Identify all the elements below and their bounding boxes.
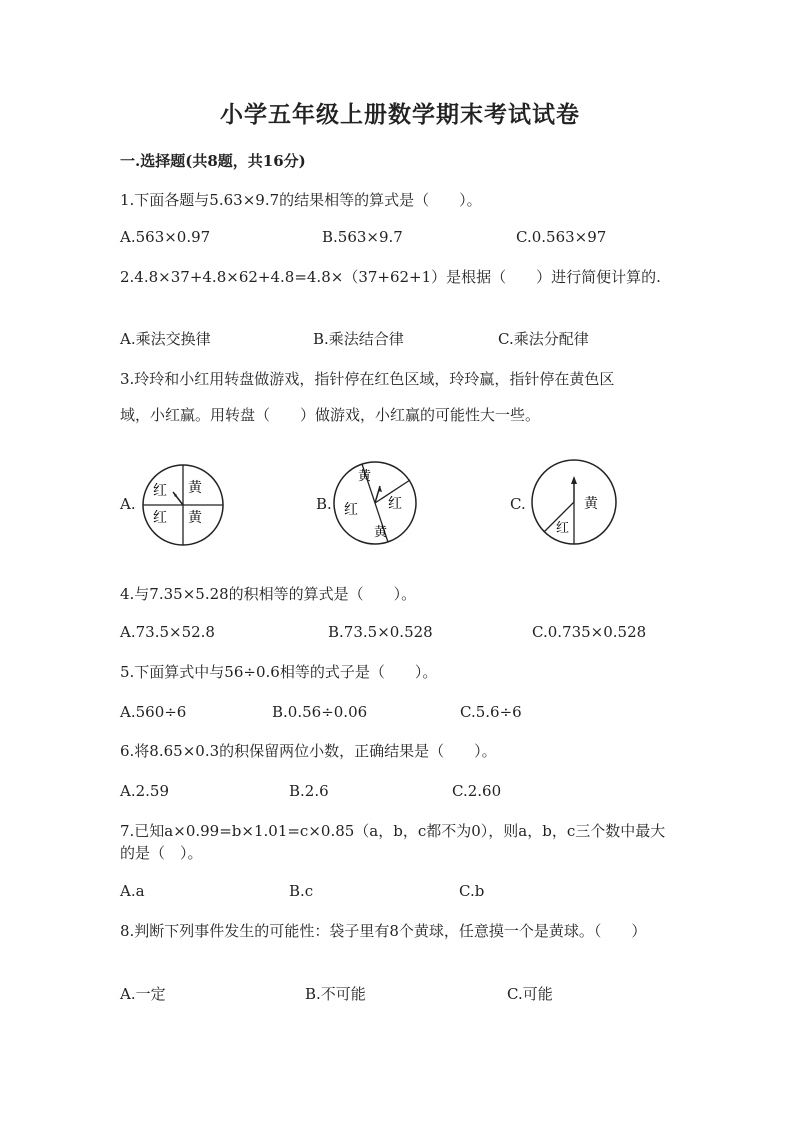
question-7-option-a[interactable]: A.a	[120, 882, 145, 900]
question-4-option-b[interactable]: B.73.5×0.528	[328, 623, 433, 641]
question-7-option-c[interactable]: C.b	[459, 882, 485, 900]
question-7-stem: 7.已知a×0.99=b×1.01=c×0.85（a，b，c都不为0），则a，b，c三个数中最大的是（ ）。	[120, 822, 666, 862]
spinner-b-yellow-label-1: 黄	[358, 469, 372, 484]
question-3-option-c[interactable]: C.	[510, 495, 526, 513]
spinner-c-diagram	[528, 456, 620, 548]
spinner-a-red-label-2: 红	[153, 510, 167, 526]
question-5-stem: 5.下面算式中与56÷0.6相等的式子是（ ）。	[120, 663, 438, 681]
question-7-option-b[interactable]: B.c	[289, 882, 314, 900]
question-3-option-a[interactable]: A.	[120, 495, 136, 513]
question-6-option-a[interactable]: A.2.59	[120, 782, 169, 800]
question-6-option-b[interactable]: B.2.6	[289, 782, 329, 800]
question-2-stem: 2.4.8×37+4.8×62+4.8=4.8×（37+62+1）是根据（ ）进行简便计算的.	[120, 268, 661, 286]
question-5-option-b[interactable]: B.0.56÷0.06	[272, 703, 368, 721]
question-3-option-b[interactable]: B.	[316, 495, 332, 513]
section-heading: 一.选择题(共8题，共16分)	[120, 152, 306, 170]
question-3-stem-line-1: 3.玲玲和小红用转盘做游戏，指针停在红色区域，玲玲赢，指针停在黄色区	[120, 370, 615, 388]
question-1-stem: 1.下面各题与5.63×9.7的结果相等的算式是（ ）。	[120, 191, 482, 209]
question-4-option-a[interactable]: A.73.5×52.8	[120, 623, 215, 641]
question-1-option-a[interactable]: A.563×0.97	[120, 228, 211, 246]
question-3-stem-line-2: 域，小红赢。用转盘（ ）做游戏，小红赢的可能性大一些。	[120, 406, 541, 424]
question-2-option-a[interactable]: A.乘法交换律	[120, 330, 211, 348]
question-4-stem: 4.与7.35×5.28的积相等的算式是（ ）。	[120, 585, 417, 603]
question-5-option-c[interactable]: C.5.6÷6	[460, 703, 522, 721]
spinner-c-yellow-label: 黄	[584, 496, 598, 512]
question-8-option-a[interactable]: A.一定	[120, 985, 166, 1003]
question-8-option-b[interactable]: B.不可能	[305, 985, 366, 1003]
question-2-option-b[interactable]: B.乘法结合律	[313, 330, 404, 348]
question-8-option-c[interactable]: C.可能	[507, 985, 553, 1003]
question-1-option-c[interactable]: C.0.563×97	[516, 228, 607, 246]
spinner-a-yellow-label-1: 黄	[188, 480, 202, 496]
spinner-a-red-label-1: 红	[153, 483, 167, 499]
question-5-option-a[interactable]: A.560÷6	[120, 703, 187, 721]
question-1-option-b[interactable]: B.563×9.7	[322, 228, 403, 246]
spinner-b-yellow-label-2: 黄	[374, 525, 388, 540]
spinner-a-diagram	[140, 462, 226, 548]
spinner-b-red-label-1: 红	[344, 502, 358, 518]
question-8-stem: 8.判断下列事件发生的可能性：袋子里有8个黄球，任意摸一个是黄球。（ ）	[120, 922, 647, 940]
spinner-b-red-label-2: 红	[388, 496, 402, 512]
spinner-b-diagram	[330, 458, 420, 548]
spinner-a-yellow-label-2: 黄	[188, 510, 202, 526]
spinner-c-red-label: 红	[556, 521, 570, 536]
page-title: 小学五年级上册数学期末考试试卷	[220, 101, 580, 128]
question-6-option-c[interactable]: C.2.60	[452, 782, 502, 800]
question-6-stem: 6.将8.65×0.3的积保留两位小数，正确结果是（ ）。	[120, 742, 497, 760]
question-2-option-c[interactable]: C.乘法分配律	[498, 330, 589, 348]
question-4-option-c[interactable]: C.0.735×0.528	[532, 623, 647, 641]
